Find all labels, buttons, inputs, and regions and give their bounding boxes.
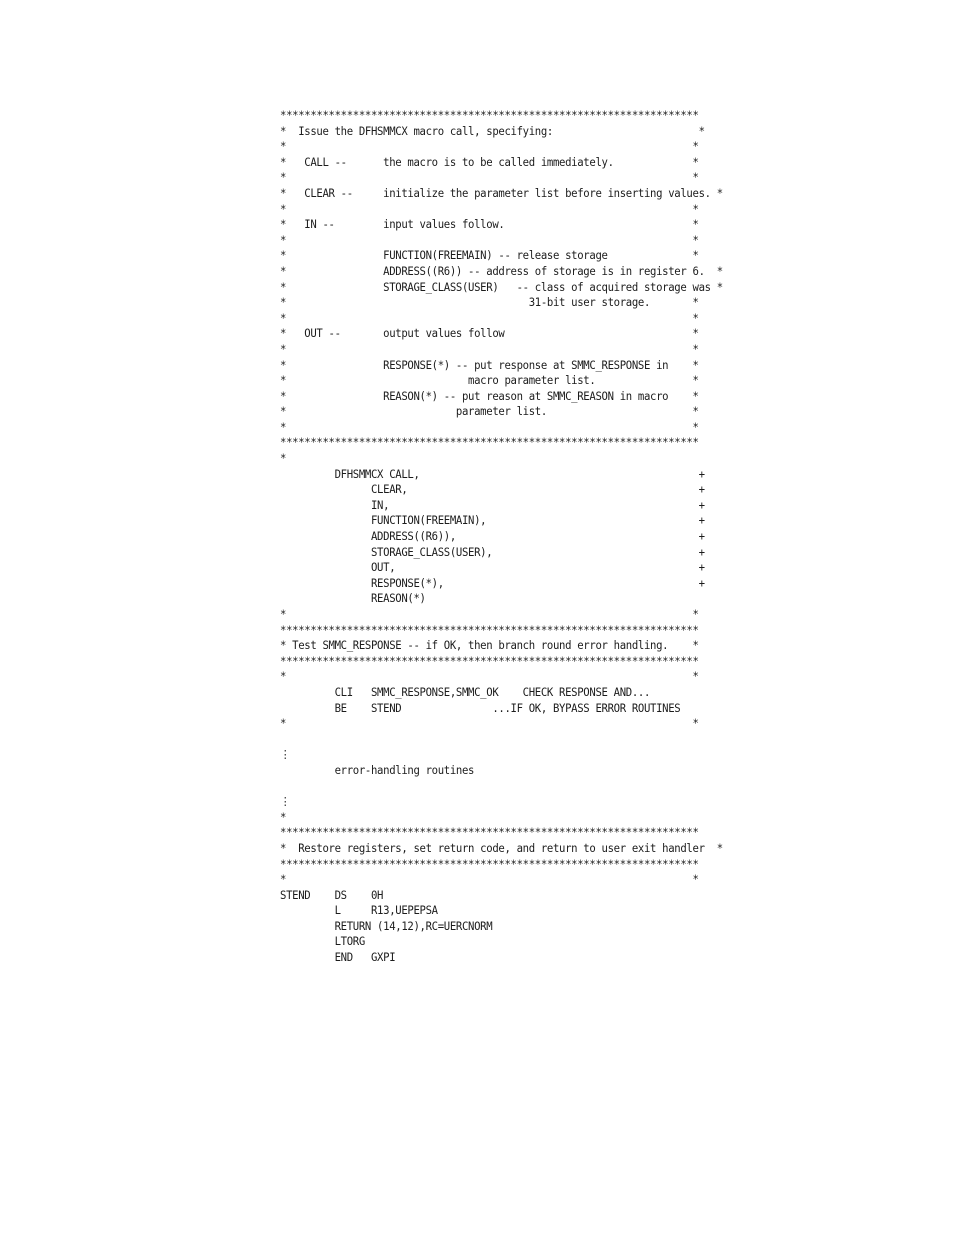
code-line: * *: [280, 342, 699, 356]
code-line: [280, 779, 774, 795]
code-line: * *: [280, 171, 699, 185]
code-line: BE STEND ...IF OK, BYPASS ERROR ROUTINES: [280, 701, 681, 715]
code-line: * *: [280, 717, 699, 731]
code-line: ⋮: [280, 795, 291, 809]
code-line: * 31-bit user storage. *: [280, 296, 699, 310]
code-line: * *: [280, 233, 699, 247]
code-line: RESPONSE(*), +: [280, 576, 705, 590]
code-line: * *: [280, 608, 699, 621]
code-line: CLI SMMC_RESPONSE,SMMC_OK CHECK RESPONSE AND...: [280, 685, 651, 699]
code-line: OUT, +: [280, 561, 705, 575]
code-line: * Issue the DFHSMMCX macro call, specifying: *: [280, 124, 705, 138]
code-line: STORAGE_CLASS(USER), +: [280, 545, 705, 559]
code-line: LTORG: [280, 935, 365, 949]
code-line: * *: [280, 420, 699, 434]
code-line: * Restore registers, set return code, and return to user exit handler *: [280, 841, 723, 855]
code-line: * *: [280, 202, 699, 216]
code-line: * REASON(*) -- put reason at SMMC_REASON in macro *: [280, 389, 699, 403]
code-line: * macro parameter list. *: [280, 374, 699, 388]
code-line: * CALL -- the macro is to be called immediately. *: [280, 155, 699, 169]
code-line: * IN -- input values follow. *: [280, 218, 699, 232]
code-line: CLEAR, +: [280, 483, 705, 497]
code-line: *********************************************************************: [280, 857, 699, 871]
code-line: *********************************************************************: [280, 623, 699, 637]
code-line: *********************************************************************: [280, 826, 699, 840]
code-line: DFHSMMCX CALL, +: [280, 467, 705, 481]
code-line: * OUT -- output values follow *: [280, 327, 699, 341]
code-line: * STORAGE_CLASS(USER) -- class of acquired storage was *: [280, 280, 723, 294]
code-line: * *: [280, 873, 699, 887]
code-line: FUNCTION(FREEMAIN), +: [280, 514, 705, 528]
code-line: *********************************************************************: [280, 109, 699, 122]
code-line: RETURN (14,12),RC=UERCNORM: [280, 919, 493, 933]
code-line: error-handling routines: [280, 763, 475, 777]
code-line: REASON(*): [280, 592, 426, 606]
code-line: END GXPI: [280, 951, 396, 965]
code-line: IN, +: [280, 498, 705, 512]
code-line: * CLEAR -- initialize the parameter list before inserting values. *: [280, 186, 723, 200]
code-line: * *: [280, 140, 699, 154]
code-line: * *: [280, 311, 699, 325]
code-line: *: [280, 810, 287, 824]
code-line: *: [280, 452, 287, 466]
code-line: ADDRESS((R6)), +: [280, 530, 705, 544]
code-line: ⋮: [280, 748, 291, 762]
code-line: * ADDRESS((R6)) -- address of storage is in register 6. *: [280, 264, 723, 278]
code-line: * FUNCTION(FREEMAIN) -- release storage *: [280, 249, 699, 263]
code-line: * Test SMMC_RESPONSE -- if OK, then branch round error handling. *: [280, 639, 699, 653]
code-line: [280, 732, 774, 748]
code-line: STEND DS 0H: [280, 888, 384, 902]
code-line: * *: [280, 670, 699, 684]
code-line: L R13,UEPEPSA: [280, 904, 438, 918]
code-line: *********************************************************************: [280, 436, 699, 450]
code-line: * parameter list. *: [280, 405, 699, 419]
code-line: * RESPONSE(*) -- put response at SMMC_RESPONSE in *: [280, 358, 699, 372]
code-line: *********************************************************************: [280, 654, 699, 668]
assembler-code-listing: [280, 108, 774, 988]
